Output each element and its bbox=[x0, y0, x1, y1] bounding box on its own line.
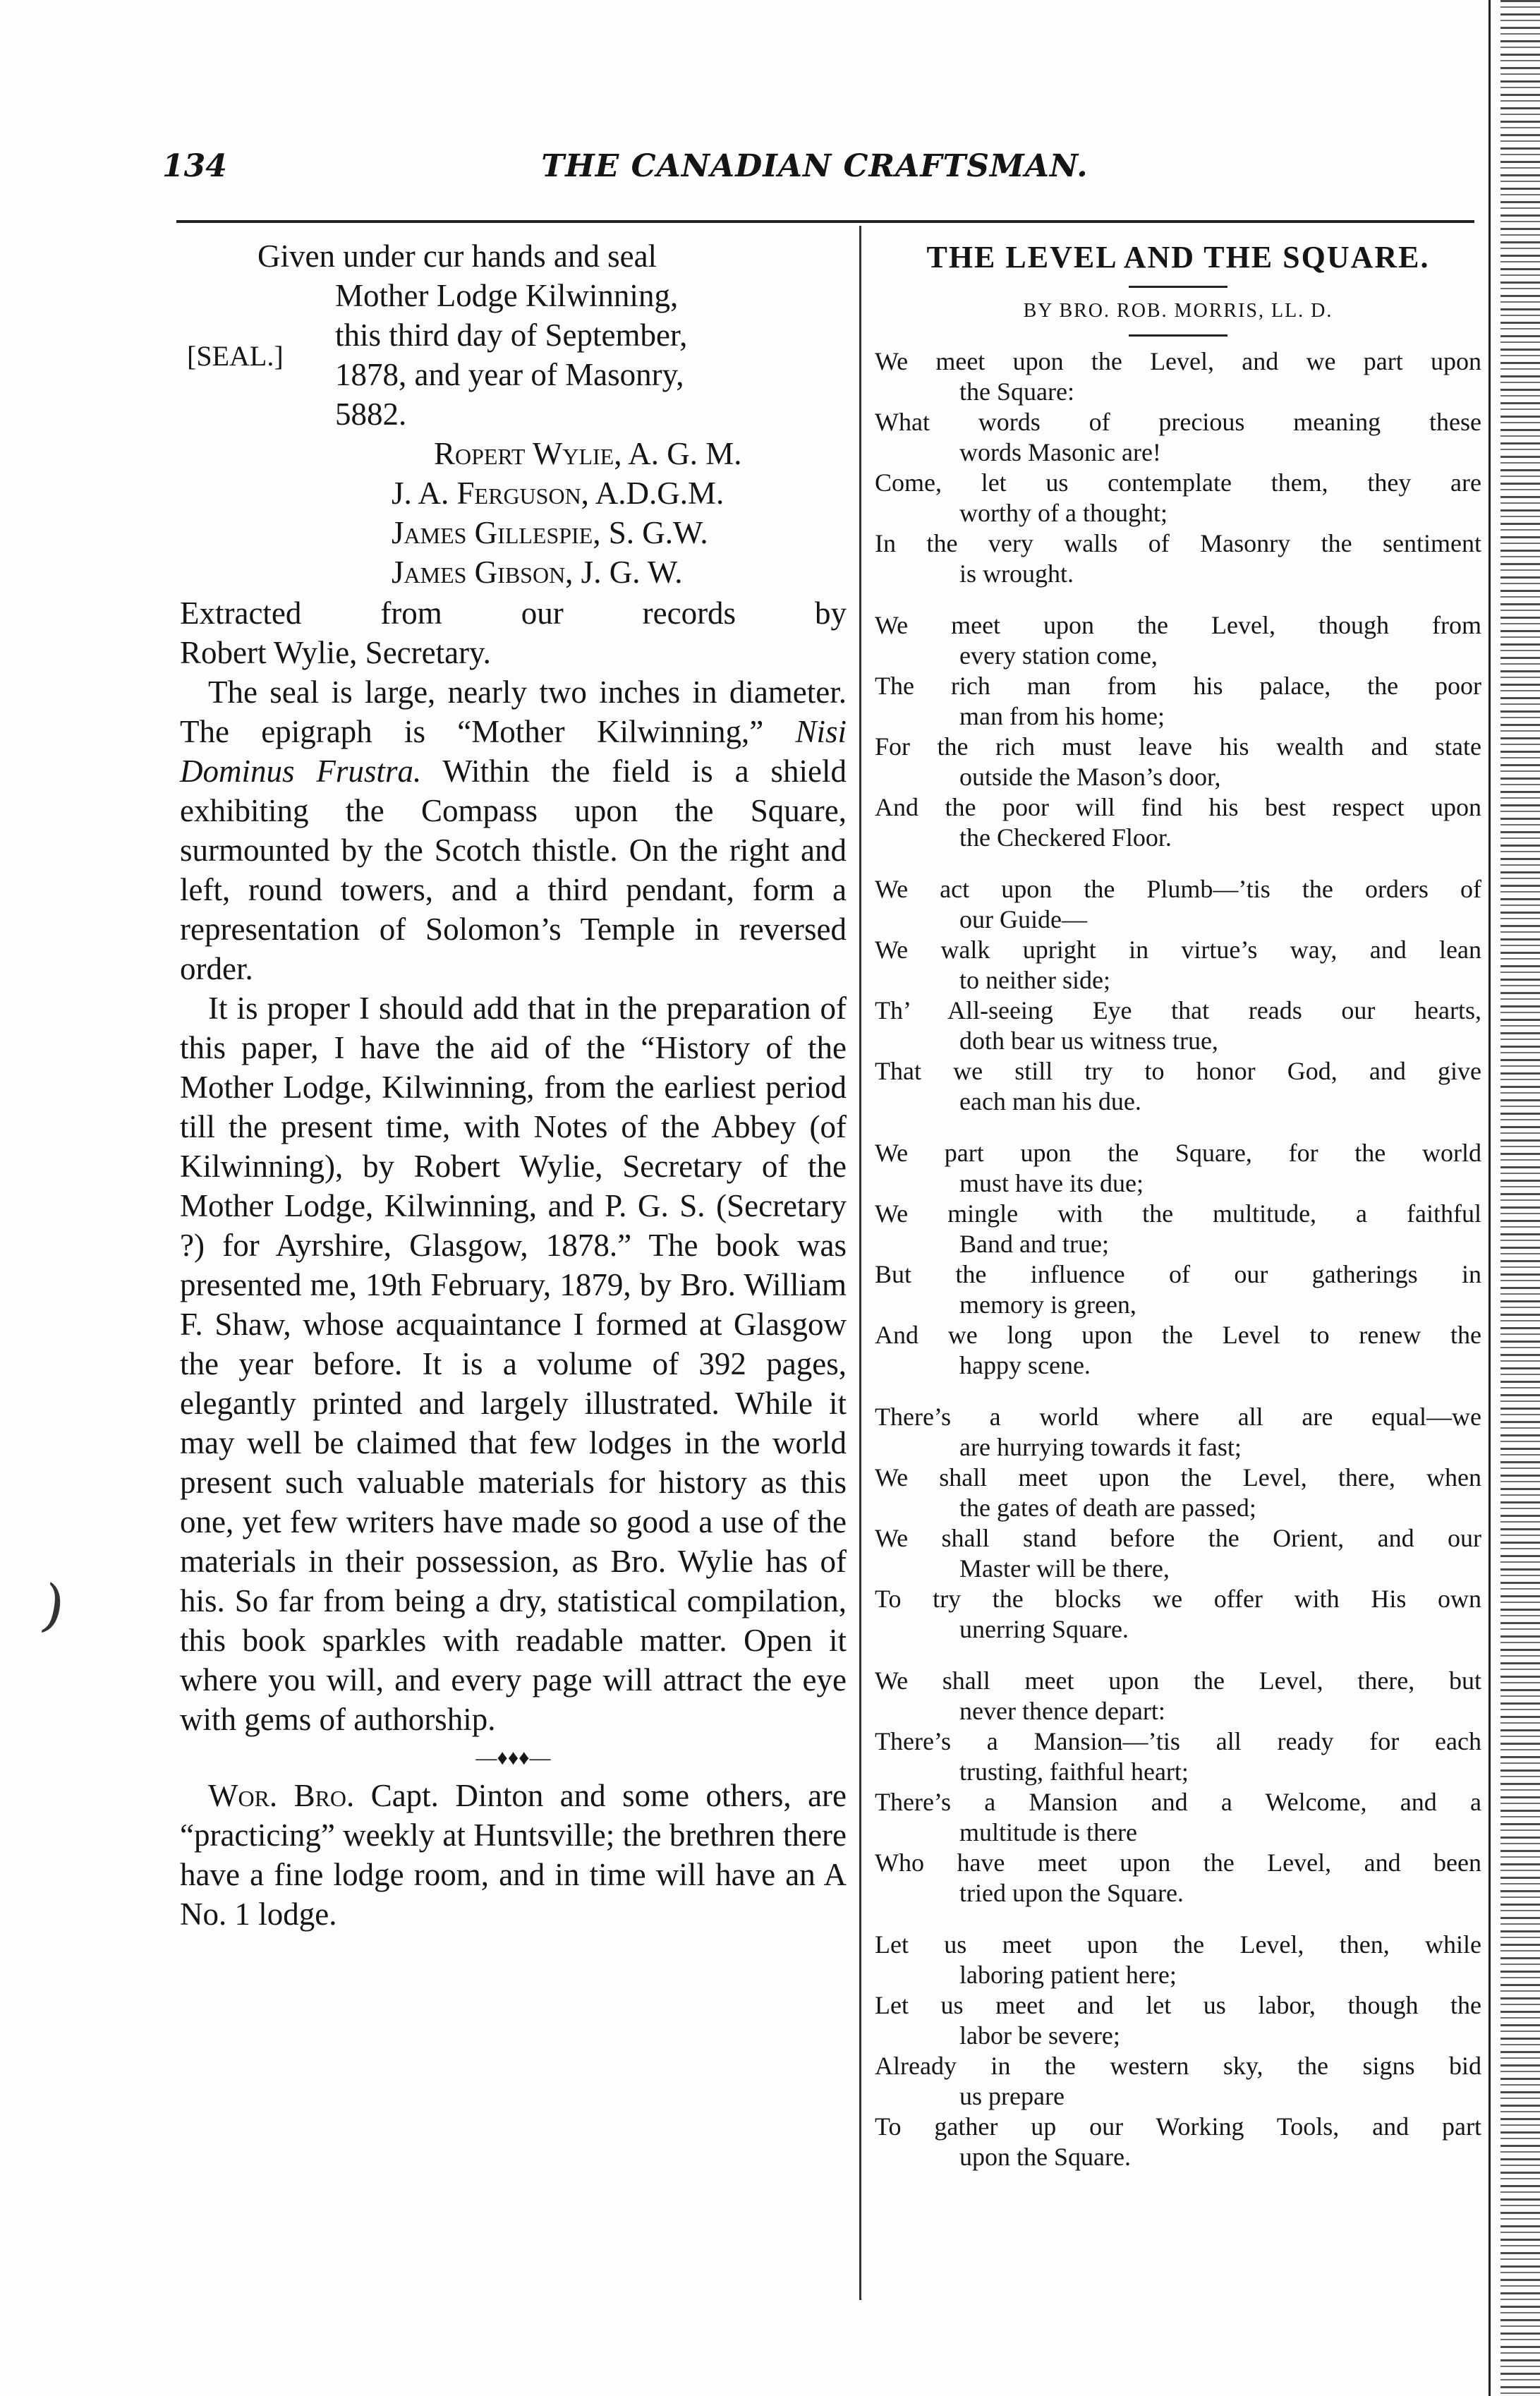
verse-continuation: outside the Mason’s door, bbox=[959, 763, 1221, 791]
verse-line: We walk upright in virtue’s way, and lean bbox=[875, 936, 1481, 964]
verse-line: We act upon the Plumb—’tis the orders of bbox=[875, 875, 1481, 903]
poem-verse bbox=[875, 792, 1481, 853]
verse-line: There’s a Mansion—’tis all ready for each bbox=[875, 1727, 1481, 1755]
header-rule bbox=[176, 220, 1474, 223]
poem-stanza bbox=[875, 874, 1481, 1117]
verse-continuation: the Square: bbox=[959, 377, 1074, 406]
verse-continuation: each man his due. bbox=[959, 1087, 1141, 1115]
title-rule bbox=[1129, 286, 1227, 288]
poem-verse bbox=[875, 468, 1481, 528]
extracted-signature: Robert Wylie, Secretary. bbox=[180, 635, 491, 670]
paragraph-history: It is proper I should add that in the preparation of this paper, I have the aid of the “History of the Mother Lodge, Kilwinning, from the earliest period till the present time, with Notes of the Abbey (of Kilwinning), by Robert Wylie, Secretary of the Mother Lodge, Kilwinning, and P. G. S. (Secretary ?) for Ayrshire, Glasgow, 1878.” The book was presented me, 19th February, 1879, by Bro. William F. Shaw, whose acquaintance I formed at Glasgow the year before. It is a volume of 392 pages, elegantly printed and largely illustrated. While it may well be claimed that few lodges in the world present such valuable materials for history as this one, yet few writers have made so good a use of the materials in their possession, as Bro. Wylie has of his. So far from being a dry, statistical compilation, this book sparkles with readable matter. Open it where you will, and every page will attract the eye with gems of authorship. bbox=[180, 991, 847, 1737]
charter-line: 5882. bbox=[335, 397, 407, 432]
verse-continuation: every station come, bbox=[959, 641, 1158, 670]
verse-line: We mingle with the multitude, a faithful bbox=[875, 1199, 1481, 1228]
verse-line: Th’ All-seeing Eye that reads our hearts, bbox=[875, 996, 1481, 1024]
verse-line: We shall meet upon the Level, there, when bbox=[875, 1463, 1481, 1492]
poem-verse bbox=[875, 1930, 1481, 1990]
page-edge-line bbox=[1489, 0, 1491, 2396]
verse-line: And we long upon the Level to renew the bbox=[875, 1321, 1481, 1349]
verse-line: There’s a Mansion and a Welcome, and a bbox=[875, 1788, 1481, 1816]
poem-title: THE LEVEL AND THE SQUARE. bbox=[926, 240, 1430, 274]
poem-verse bbox=[875, 2051, 1481, 2112]
poem-verse bbox=[875, 1848, 1481, 1908]
poem-stanza bbox=[875, 1666, 1481, 1908]
poem-verse bbox=[875, 1320, 1481, 1381]
verse-line: Already in the western sky, the signs bid bbox=[875, 2052, 1481, 2080]
poem-verse bbox=[875, 1666, 1481, 1726]
paragraph-seal bbox=[180, 672, 847, 988]
verse-continuation: trusting, faithful heart; bbox=[959, 1757, 1189, 1786]
poem-verse bbox=[875, 1056, 1481, 1117]
poem-verse bbox=[875, 1726, 1481, 1787]
verse-line: In the very walls of Masonry the sentiment bbox=[875, 529, 1481, 557]
verse-line: We shall stand before the Orient, and our bbox=[875, 1524, 1481, 1552]
page-header bbox=[155, 148, 1474, 198]
verse-line: That we still try to honor God, and give bbox=[875, 1057, 1481, 1085]
verse-continuation: are hurrying towards it fast; bbox=[959, 1433, 1242, 1461]
verse-line: Let us meet and let us labor, though the bbox=[875, 1991, 1481, 2019]
charter-signature-block bbox=[180, 236, 847, 593]
verse-line: We shall meet upon the Level, there, but bbox=[875, 1666, 1481, 1695]
verse-continuation: must have its due; bbox=[959, 1169, 1144, 1197]
verse-continuation: laboring patient here; bbox=[959, 1961, 1177, 1989]
poem-verse bbox=[875, 1523, 1481, 1584]
poem-verse bbox=[875, 2112, 1481, 2172]
signatory: Ropert Wylie, A. G. M. bbox=[434, 436, 742, 471]
poem-stanza bbox=[875, 1930, 1481, 2172]
poem-stanza bbox=[875, 1138, 1481, 1381]
verse-line: What words of precious meaning these bbox=[875, 408, 1481, 436]
verse-continuation: Band and true; bbox=[959, 1230, 1109, 1258]
verse-continuation: unerring Square. bbox=[959, 1615, 1129, 1643]
left-column bbox=[180, 236, 847, 1934]
verse-line: For the rich must leave his wealth and state bbox=[875, 732, 1481, 761]
verse-continuation: man from his home; bbox=[959, 702, 1165, 730]
section-ornament: —♦♦♦— bbox=[475, 1746, 551, 1769]
dinton-lead: Wor. Bro. bbox=[208, 1778, 355, 1813]
dinton-text: Capt. Dinton and some others, are “practicing” weekly at Huntsville; the brethren there have a fine lodge room, and in time will have an A No. 1 lodge. bbox=[180, 1778, 847, 1932]
verse-continuation: the Checkered Floor. bbox=[959, 823, 1172, 852]
verse-continuation: Master will be there, bbox=[959, 1554, 1170, 1583]
verse-line: And the poor will find his best respect upon bbox=[875, 793, 1481, 821]
seal-text-b: Within the field is a shield exhibiting the Compass upon the Square, surmounted by the Scotch thistle. On the right and left, round towers, and a third pendant, form a representation of Solomon’s Temple in reversed order. bbox=[180, 754, 847, 986]
verse-line: We meet upon the Level, and we part upon bbox=[875, 347, 1481, 375]
verse-line: To gather up our Working Tools, and part bbox=[875, 2112, 1481, 2141]
poem-verse bbox=[875, 1259, 1481, 1320]
seal-text-a: The seal is large, nearly two inches in diameter. The epigraph is “Mother Kilwinning,” bbox=[180, 674, 847, 749]
poem-verse bbox=[875, 732, 1481, 792]
page-edge-scan-noise bbox=[1500, 0, 1540, 2396]
verse-line: There’s a world where all are equal—we bbox=[875, 1403, 1481, 1431]
poem-verse bbox=[875, 1199, 1481, 1259]
poem-verse bbox=[875, 1463, 1481, 1523]
paragraph-dinton bbox=[180, 1776, 847, 1934]
poem-verse bbox=[875, 935, 1481, 996]
verse-line: We meet upon the Level, though from bbox=[875, 611, 1481, 639]
verse-continuation: labor be severe; bbox=[959, 2021, 1120, 2050]
verse-continuation: us prepare bbox=[959, 2082, 1065, 2110]
right-column bbox=[875, 236, 1481, 2172]
verse-line: The rich man from his palace, the poor bbox=[875, 672, 1481, 700]
margin-pencil-mark: ) bbox=[37, 1571, 71, 1641]
signatory: J. A. Ferguson, A.D.G.M. bbox=[392, 476, 724, 511]
charter-line: Mother Lodge Kilwinning, bbox=[335, 278, 679, 313]
verse-continuation: doth bear us witness true, bbox=[959, 1027, 1218, 1055]
poem-stanza bbox=[875, 610, 1481, 853]
poem-stanza bbox=[875, 1402, 1481, 1645]
poem-verse bbox=[875, 528, 1481, 589]
verse-line: Let us meet upon the Level, then, while bbox=[875, 1930, 1481, 1959]
verse-continuation: multitude is there bbox=[959, 1818, 1137, 1846]
poem-verse bbox=[875, 1584, 1481, 1645]
charter-line: Given under cur hands and seal bbox=[257, 238, 657, 274]
verse-continuation: never thence depart: bbox=[959, 1697, 1165, 1725]
poem-verse bbox=[875, 671, 1481, 732]
verse-line: To try the blocks we offer with His own bbox=[875, 1585, 1481, 1613]
charter-line: this third day of September, bbox=[335, 317, 688, 353]
verse-line: Who have meet upon the Level, and been bbox=[875, 1849, 1481, 1877]
verse-line: Come, let us contemplate them, they are bbox=[875, 468, 1481, 497]
byline-rule bbox=[1129, 334, 1227, 337]
verse-continuation: words Masonic are! bbox=[959, 438, 1161, 466]
page-number: 134 bbox=[162, 148, 227, 184]
poem-body bbox=[875, 346, 1481, 2172]
poem-verse bbox=[875, 996, 1481, 1056]
signatory: James Gillespie, S. G.W. bbox=[392, 515, 708, 550]
running-title: THE CANADIAN CRAFTSMAN. bbox=[541, 148, 1089, 184]
verse-continuation: to neither side; bbox=[959, 966, 1110, 994]
poem-verse bbox=[875, 1138, 1481, 1199]
poem-byline: BY BRO. ROB. MORRIS, LL. D. bbox=[1023, 300, 1333, 322]
verse-continuation: tried upon the Square. bbox=[959, 1879, 1184, 1907]
extracted-line bbox=[180, 593, 847, 633]
poem-verse bbox=[875, 610, 1481, 671]
seal-label: [SEAL.] bbox=[187, 340, 284, 372]
poem-verse bbox=[875, 407, 1481, 468]
verse-continuation: memory is green, bbox=[959, 1290, 1136, 1319]
extracted-text: Extracted from our records by bbox=[180, 595, 847, 631]
column-divider bbox=[859, 226, 861, 2300]
verse-line: But the influence of our gatherings in bbox=[875, 1260, 1481, 1288]
verse-continuation: upon the Square. bbox=[959, 2143, 1131, 2171]
verse-continuation: our Guide— bbox=[959, 905, 1087, 933]
verse-line: We part upon the Square, for the world bbox=[875, 1139, 1481, 1167]
poem-verse bbox=[875, 1402, 1481, 1463]
verse-continuation: happy scene. bbox=[959, 1351, 1091, 1379]
poem-verse bbox=[875, 1990, 1481, 2051]
verse-continuation: the gates of death are passed; bbox=[959, 1494, 1256, 1522]
signatory: James Gibson, J. G. W. bbox=[392, 555, 683, 590]
verse-continuation: worthy of a thought; bbox=[959, 499, 1168, 527]
poem-verse bbox=[875, 1787, 1481, 1848]
poem-stanza bbox=[875, 346, 1481, 589]
verse-continuation: is wrought. bbox=[959, 559, 1074, 588]
seal-motto: Nisi Dominus Frustra. bbox=[180, 714, 847, 789]
charter-line: 1878, and year of Masonry, bbox=[335, 357, 684, 392]
poem-verse bbox=[875, 874, 1481, 935]
poem-verse bbox=[875, 346, 1481, 407]
